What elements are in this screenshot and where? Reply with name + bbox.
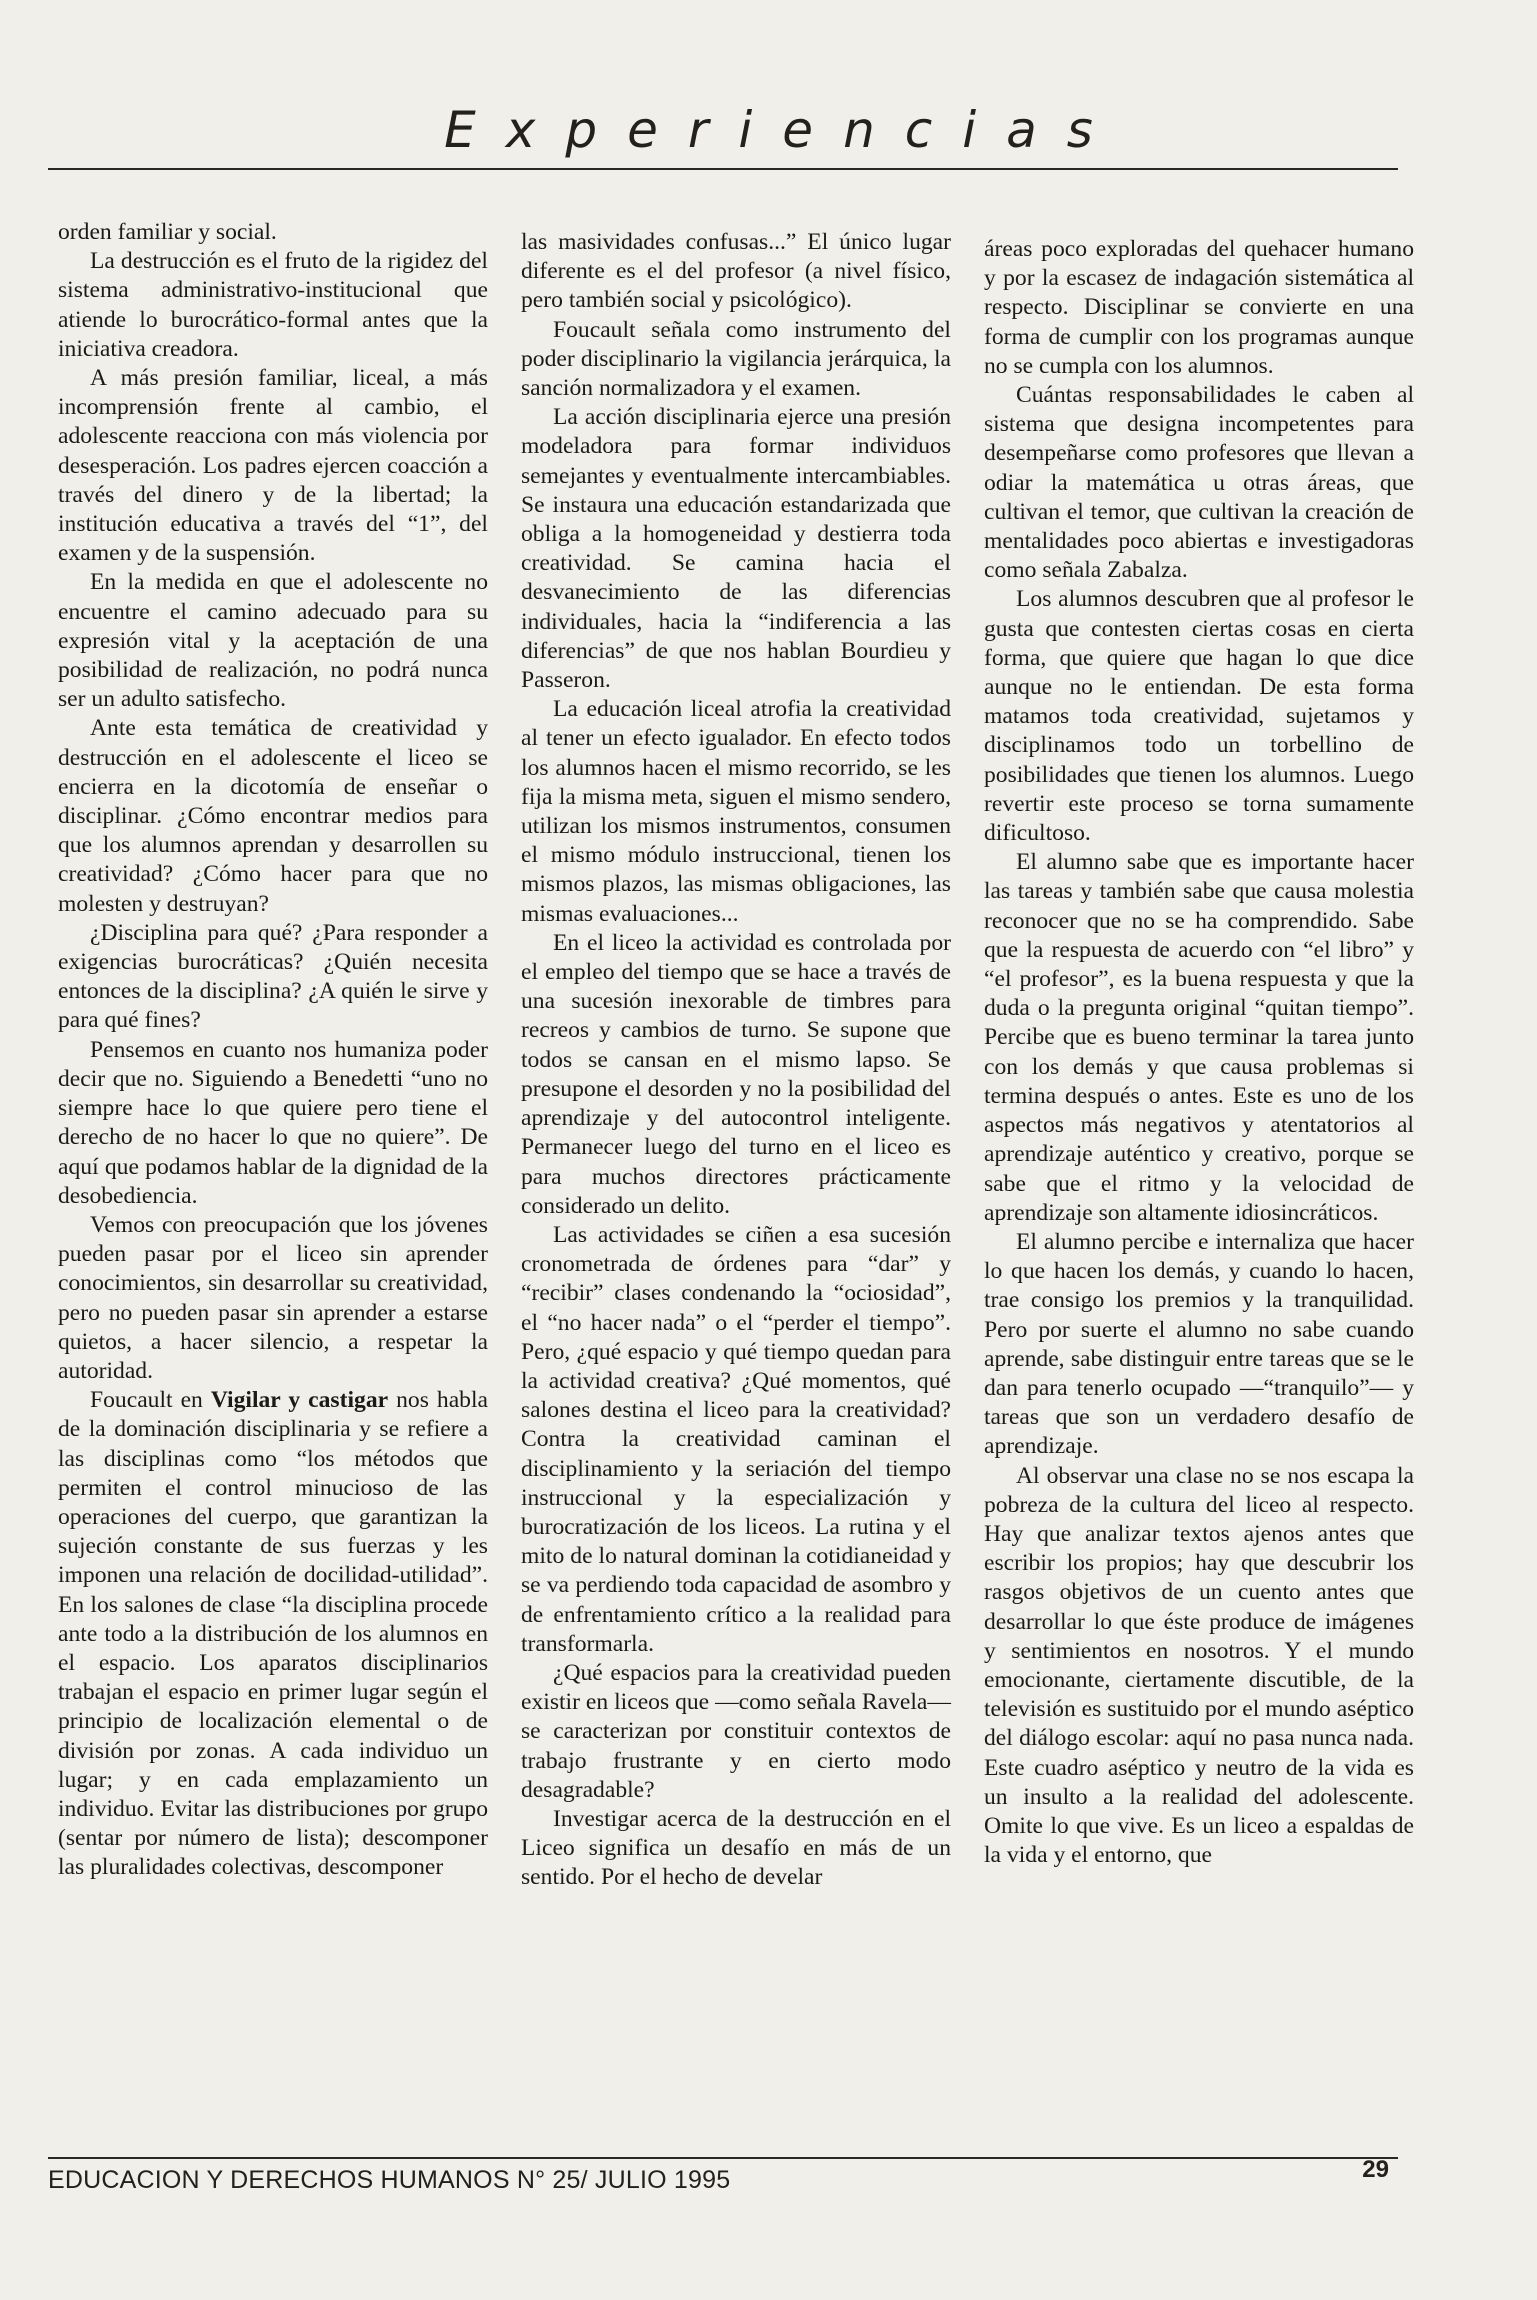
text-run: nos habla de la dominación disciplinaria y se refiere a las disciplinas como “los métodos que permiten el control minucioso de las operaciones del cuerpo, que garantizan la sujeción constante de sus fuerzas y les imponen una relación de docilidad-utilidad”. En los salones de clase “la disciplina procede ante todo a la distribución de los alumnos en el espacio. Los aparatos disciplinarios trabajan el espacio en primer lugar según el principio de localización elemental o de división por zonas. A cada individuo un lugar; y en cada emplazamiento un individuo. Evitar las distribuciones por grupo (sentar por número de lista); descomponer las pluralidades colectivas, descomponer	[58, 1387, 489, 1881]
section-title: Experiencias	[444, 101, 1123, 159]
paragraph: Ante esta temática de creatividad y destrucción en el adolescente el liceo se encierra en la dicotomía de enseñar o disciplinar. ¿Cómo encontrar medios para que los alumnos aprendan y desarrollen su creatividad? ¿Cómo hacer para que no molesten y destruyan?	[58, 715, 488, 917]
paragraph: áreas poco exploradas del quehacer humano y por la escasez de indagación sistemática al respecto. Disciplinar se convierte en una forma de cumplir con los programas aunque no se cumpla con los alumnos.	[984, 236, 1414, 379]
paragraph: orden familiar y social.	[58, 219, 277, 245]
paragraph: Cuántas responsabilidades le caben al sistema que designa incompetentes para desempeñarse como profesores que llevan a odiar la matemática u otras áreas, que cultivan el temor, que cultivan la creación de mentalidades poco abiertas e investigadoras como señala Zabalza.	[984, 382, 1414, 584]
paragraph: El alumno percibe e internaliza que hacer lo que hacen los demás, y cuando lo hacen, trae consigo los premios y la tranquilidad. Pero por suerte el alumno no sabe cuando aprende, sabe distinguir entre tareas que se le dan para tenerlo ocupado —“tranquilo”— y tareas que son un verdadero desafío de aprendizaje.	[984, 1228, 1414, 1460]
paragraph: El alumno sabe que es importante hacer las tareas y también sabe que causa molestia reconocer que no se ha comprendido. Sabe que la respuesta de acuerdo con “el libro” y “el profesor”, es la buena respuesta y que la duda o la pregunta original “quitan tiempo”. Percibe que es bueno terminar la tarea junto con los demás y que causa problemas si termina después o antes. Este es uno de los aspectos más negativos y atentatorios al aprendizaje auténtico y creativo, porque se sabe que el ritmo y la velocidad de aprendizaje son altamente idiosincráticos.	[984, 849, 1414, 1226]
paragraph: Pensemos en cuanto nos humaniza poder decir que no. Siguiendo a Benedetti “uno no siempre hace lo que quiere pero tiene el derecho de no hacer lo que no quiere”. De aquí que podamos hablar de la dignidad de la desobediencia.	[58, 1036, 488, 1209]
paragraph: Foucault señala como instrumento del poder disciplinario la vigilancia jerárquica, la sanción normalizadora y el examen.	[521, 316, 951, 402]
header-divider	[48, 168, 1398, 170]
paragraph: ¿Qué espacios para la creatividad pueden existir en liceos que —como señala Ravela— se caracterizan por constituir contextos de trabajo frustrante y en cierto modo desagradable?	[521, 1659, 951, 1803]
text-run: Foucault en	[90, 1387, 211, 1414]
paragraph: A más presión familiar, liceal, a más incomprensión frente al cambio, el adolescente reacciona con más violencia por desesperación. Los padres ejercen coacción a través del dinero y de la libertad; la institución educativa a través del “1”, del examen y de la suspensión.	[58, 365, 488, 567]
paragraph: Las actividades se ciñen a esa sucesión cronometrada de órdenes para “dar” y “recibir” clases condenando la “ociosidad”, el “no hacer nada” o el “perder el tiempo”. Pero, ¿qué espacio y qué tiempo quedan para la actividad creativa? ¿Qué momentos, qué salones destina el liceo para la creatividad? Contra la creatividad caminan el disciplinamiento y la seriación del tiempo instruccional y la especialización y burocratización de los liceos. La rutina y el mito de lo natural dominan la cotidianeidad y se va perdiendo toda capacidad de asombro y de enfrentamiento crítico a la realidad para transformarla.	[521, 1221, 951, 1657]
paragraph-foucault	[58, 1386, 488, 1882]
paragraph: En la medida en que el adolescente no encuentre el camino adecuado para su expresión vital y la aceptación de una posibilidad de realización, no podrá nunca ser un adulto satisfecho.	[58, 569, 488, 713]
paragraph: En el liceo la actividad es controlada por el empleo del tiempo que se hace a través de una sucesión inexorable de timbres para recreos y cambios de turno. Se supone que todos se cansan en el mismo lapso. Se presupone el desorden y no la posibilidad del aprendizaje y del autocontrol inteligente. Permanecer luego del turno en el liceo es para muchos directores prácticamente considerado un delito.	[521, 929, 951, 1219]
paragraph: Investigar acerca de la destrucción en el Liceo significa un desafío en más de un sentido. Por el hecho de develar	[521, 1805, 951, 1891]
paragraph: Al observar una clase no se nos escapa la pobreza de la cultura del liceo al respecto. Hay que analizar textos ajenos antes que escribir los propios; hay que descubrir los rasgos objetivos de un cuento antes que desarrollar lo que éste produce de imágenes y sentimientos en nosotros. Y el mundo emocionante, ciertamente discutible, de la televisión es sustituido por el mundo aséptico del diálogo escolar: aquí no pasa nunca nada. Este cuadro aséptico y neutro de la vida es un insulto a la realidad del adolescente. Omite lo que vive. Es un liceo a espaldas de la vida y el entorno, que	[984, 1462, 1414, 1869]
text-column-2	[521, 228, 951, 2128]
text-column-1	[58, 218, 488, 2118]
paragraph: La educación liceal atrofia la creatividad al tener un efecto igualador. En efecto todos los alumnos hacen el mismo recorrido, se les fija la misma meta, siguen el mismo sendero, utilizan los mismos instrumentos, consumen el mismo módulo instruccional, tienen los mismos plazos, las mismas obligaciones, las mismas evaluaciones...	[521, 696, 951, 927]
paragraph: las masividades confusas...” El único lugar diferente es el del profesor (a nivel físico, pero también social y psicológico).	[521, 229, 951, 314]
page-number: 29	[1362, 2156, 1389, 2183]
footer-divider	[48, 2157, 1398, 2159]
paragraph: Los alumnos descubren que al profesor le gusta que contesten ciertas cosas en cierta forma, que quiere que hagan lo que dice aunque no le entiendan. De esta forma matamos toda creatividad, sujetamos y disciplinamos todo un torbellino de posibilidades que tienen los alumnos. Luego revertir este proceso se torna sumamente dificultoso.	[984, 586, 1414, 847]
book-title: Vigilar y castigar	[210, 1387, 389, 1414]
paragraph: Vemos con preocupación que los jóvenes pueden pasar por el liceo sin aprender conocimientos, sin desarrollar su creatividad, pero no pueden pasar sin aprender a estarse quietos, a hacer silencio, a respetar la autoridad.	[58, 1211, 488, 1384]
paragraph: ¿Disciplina para qué? ¿Para responder a exigencias burocráticas? ¿Quién necesita entonces de la disciplina? ¿A quién le sirve y para qué fines?	[58, 919, 488, 1034]
paragraph: La destrucción es el fruto de la rigidez del sistema administrativo-institucional que atiende lo burocrático-formal antes que la iniciativa creadora.	[58, 248, 488, 362]
paragraph: La acción disciplinaria ejerce una presión modeladora para formar individuos semejantes y eventualmente intercambiables. Se instaura una educación estandarizada que obliga a la homogeneidad y destierra toda creatividad. Se camina hacia el desvanecimiento de las diferencias individuales, hacia la “indiferencia a las diferencias” de que nos hablan Bourdieu y Passeron.	[521, 404, 951, 694]
text-column-3	[984, 235, 1414, 2135]
publication-info: EDUCACION Y DERECHOS HUMANOS N° 25/ JULIO 1995	[48, 2166, 731, 2194]
